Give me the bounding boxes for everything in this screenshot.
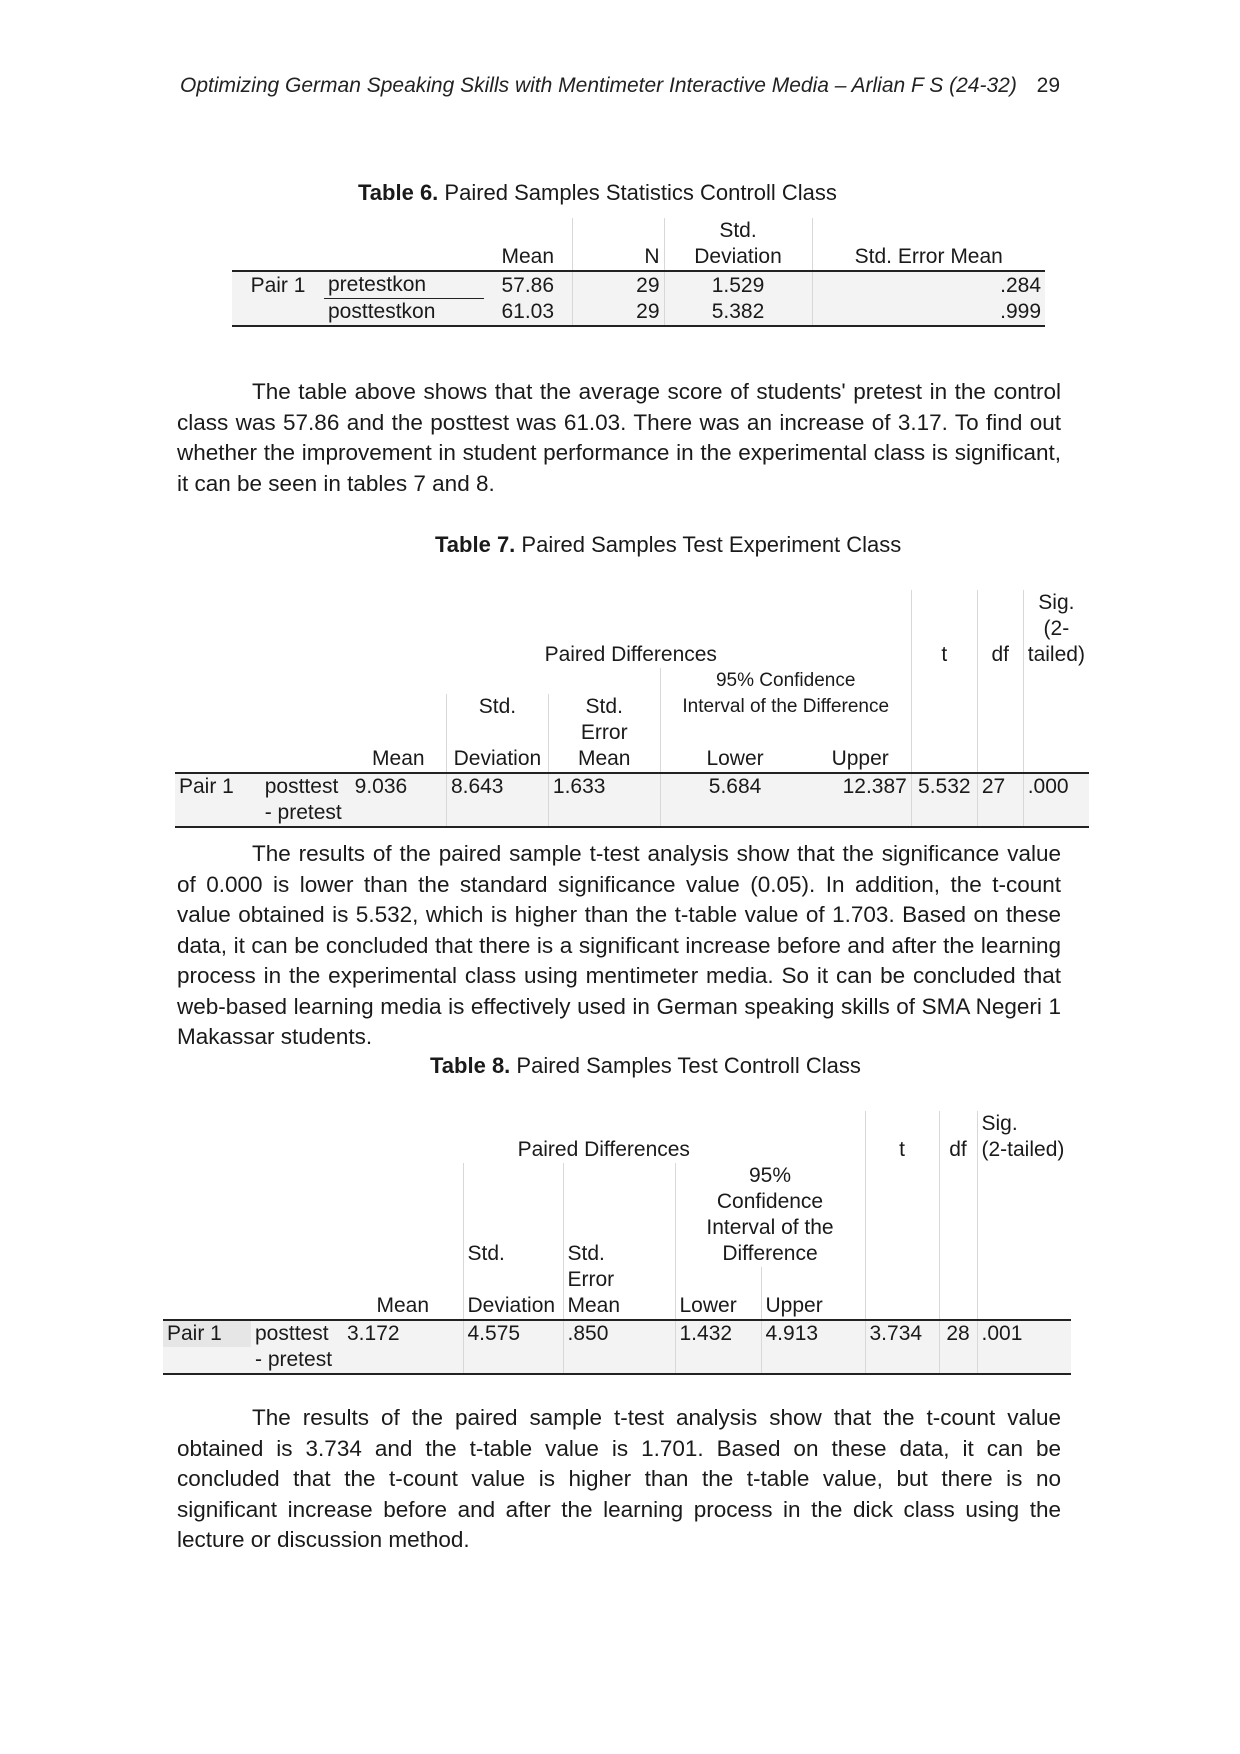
table7-header-row (175, 720, 1089, 773)
table8-header-ci-2: Confidence (675, 1189, 865, 1215)
table8-row-lower: 1.432 (675, 1320, 761, 1347)
table7-header-std: Std. (446, 694, 548, 720)
table8-row-sem: .850 (563, 1320, 675, 1347)
table8-header-paired: Paired Differences (517, 1138, 690, 1161)
table8-header-row (163, 1189, 1071, 1215)
table8-label: Table 8. (430, 1053, 511, 1078)
paragraph-2 (177, 839, 1061, 1053)
table6-row (232, 271, 1045, 299)
table7-row (175, 773, 1089, 800)
table7-header-upper: Upper (831, 747, 889, 770)
table7-header-deviation: Deviation (446, 720, 548, 773)
table8-pair: Pair 1 (163, 1320, 251, 1347)
table7-caption (435, 532, 901, 558)
table7-row-upper: 12.387 (810, 773, 912, 800)
table6-header-sem: Std. Error Mean (812, 244, 1045, 271)
paragraph-2-text: The results of the paired sample t-test analysis show that the significance value of 0.000 is lower than the standard significance value (0.05). In addition, the t-count value obtained is 5.532, which is higher than the t-table value of 1.703. Based on these data, it can be concluded that there is a significant increase before and after the learning process in the experimental class using mentimeter media. So it can be concluded that web-based learning media is effectively used in German speaking skills of SMA Negeri 1 Makassar students. (177, 841, 1061, 1049)
table7-row-sig: .000 (1023, 773, 1089, 800)
table7-header-error-mean: Error Mean (548, 720, 660, 773)
table6-header-n: N (572, 244, 664, 271)
table6-label: Table 6. (358, 180, 439, 205)
table7-header-lower: Lower (660, 720, 809, 773)
table8-title: Paired Samples Test Controll Class (516, 1053, 861, 1078)
table6-row-sem: .284 (812, 271, 1045, 299)
table8-header-ci-1: 95% (675, 1163, 865, 1189)
table7-label: Table 7. (435, 532, 516, 557)
table8-row-upper: 4.913 (761, 1320, 865, 1347)
table6-row-sem: .999 (812, 299, 1045, 327)
table7-row-mean: 9.036 (351, 773, 447, 800)
table7-header-sig-3: tailed) (1023, 642, 1089, 668)
table8-header-error-mean: Error Mean (563, 1267, 675, 1320)
table7-header-ci-2: Interval of the Difference (660, 694, 911, 720)
table7-header-std-err: Std. (548, 694, 660, 720)
table7-title: Paired Samples Test Experiment Class (521, 532, 902, 557)
table7-header-row (175, 668, 1089, 694)
table7-row-sd: 8.643 (446, 773, 548, 800)
table6-header-row (232, 218, 1045, 244)
table8-header-upper: Upper (761, 1267, 865, 1320)
table6-header-deviation: Deviation (664, 244, 812, 271)
table6-row-name: posttestkon (324, 299, 484, 327)
table8-row (163, 1320, 1071, 1347)
table8-header-row (163, 1137, 1071, 1163)
table7-row-df: 27 (977, 773, 1023, 800)
table8 (163, 1111, 1071, 1375)
table8-header-ci-3: Interval of the (675, 1215, 865, 1241)
table7-row-lower: 5.684 (660, 773, 809, 800)
table8-header-std: Std. (463, 1241, 563, 1267)
table8-header-deviation: Deviation (463, 1267, 563, 1320)
table7-header-t: t (911, 642, 977, 668)
table8-row-name-2: - pretest (251, 1347, 343, 1374)
table6-row-sd: 1.529 (664, 271, 812, 299)
table8-row-name: posttest (251, 1320, 343, 1347)
table6-pair: Pair 1 (232, 271, 324, 299)
table8-header-t: t (865, 1137, 939, 1163)
table8-row-mean: 3.172 (343, 1320, 463, 1347)
table7-header-sig-1: Sig. (1023, 590, 1089, 616)
table6-row (232, 299, 1045, 327)
table8-header-sig-2: (2-tailed) (977, 1137, 1071, 1163)
table7-header-sig-2: (2- (1023, 616, 1089, 642)
table7-row-t: 5.532 (911, 773, 977, 800)
table8-header-mean: Mean (376, 1294, 430, 1317)
table8-header-row (163, 1163, 1071, 1189)
table7-header-paired: Paired Differences (544, 643, 717, 666)
table8-row-cont (163, 1347, 1071, 1374)
table8-header-std-err: Std. (563, 1241, 675, 1267)
paragraph-3 (177, 1403, 1061, 1556)
table7-header-mean: Mean (372, 747, 425, 770)
table8-row-sd: 4.575 (463, 1320, 563, 1347)
running-header (180, 74, 1060, 98)
table6-header-mean: Mean (501, 245, 555, 268)
table6-title: Paired Samples Statistics Controll Class (444, 180, 837, 205)
table7-row-sem: 1.633 (548, 773, 660, 800)
paragraph-1 (177, 377, 1061, 499)
table7-row-cont (175, 800, 1089, 827)
table7-header-ci-1: 95% Confidence (660, 668, 911, 694)
table6-row-name: pretestkon (324, 271, 484, 299)
table6 (232, 218, 1045, 327)
table8-header-row (163, 1241, 1071, 1267)
table8-row-t: 3.734 (865, 1320, 939, 1347)
table6-row-n: 29 (572, 271, 664, 299)
table8-row-df: 28 (939, 1320, 977, 1347)
table6-row-mean: 57.86 (484, 271, 572, 299)
table7 (175, 590, 1089, 828)
table6-header-std: Std. (664, 218, 812, 244)
table8-header-row (163, 1111, 1071, 1137)
table8-header-lower: Lower (675, 1267, 761, 1320)
table6-caption (358, 180, 837, 206)
page-number: 29 (1036, 74, 1060, 97)
table8-header-sig-1: Sig. (977, 1111, 1071, 1137)
table6-row-sd: 5.382 (664, 299, 812, 327)
table8-header-row (163, 1267, 1071, 1320)
table8-header-ci-4: Difference (675, 1241, 865, 1267)
table8-header-row (163, 1215, 1071, 1241)
paragraph-3-text: The results of the paired sample t-test analysis show that the t-count value obtained is 3.734 and the t-table value is 1.701. Based on these data, it can be concluded that the t-count value is higher than the t-table value, but there is no significant increase before and after the learning process in the dick class using the lecture or discussion method. (177, 1405, 1061, 1552)
table7-header-row (175, 694, 1089, 720)
table7-row-name: posttest (261, 773, 351, 800)
table6-row-mean: 61.03 (484, 299, 572, 327)
paragraph-1-text: The table above shows that the average score of students' pretest in the control class was 57.86 and the posttest was 61.03. There was an increase of 3.17. To find out whether the improvement in student performance in the experimental class is significant, it can be seen in tables 7 and 8. (177, 379, 1061, 496)
table8-row-sig: .001 (977, 1320, 1071, 1347)
running-title: Optimizing German Speaking Skills with Mentimeter Interactive Media – Arlian F S (24-32) (180, 74, 1017, 97)
table6-row-n: 29 (572, 299, 664, 327)
table8-caption (430, 1053, 861, 1079)
table7-pair: Pair 1 (175, 773, 261, 800)
table6-header-row-2 (232, 244, 1045, 271)
table7-header-row (175, 590, 1089, 616)
table7-row-name-2: - pretest (261, 800, 351, 827)
table8-header-df: df (939, 1137, 977, 1163)
table7-header-df: df (977, 642, 1023, 668)
